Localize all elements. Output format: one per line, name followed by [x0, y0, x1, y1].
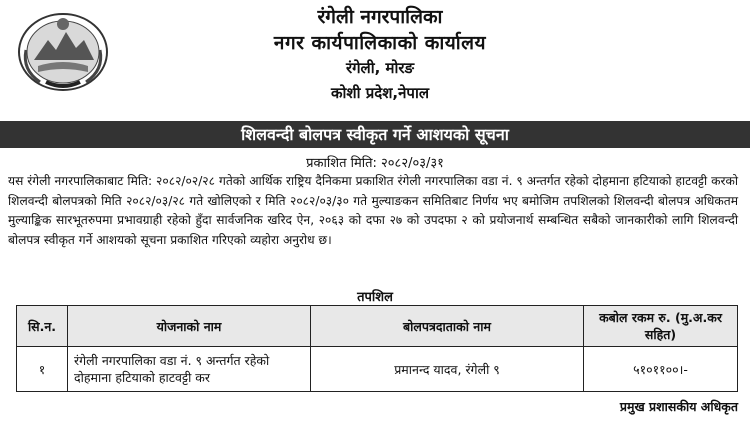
notice-body: यस रंगेली नगरपालिकाबाट मिति: २०८२/०२/२८ गतेको आर्थिक राष्ट्रिय दैनिकमा प्रकाशित रंगेली नगरपालिका वडा नं. ९ अन्तर्गत रहेको दोहमाना हटियाको हाटवट्टी करको शिलवन्दी बोलपत्रको मिति २०८२/०३/२८ गते खोलिएको र मिति २०८२/०३/३० गते मुल्याङकन समितिबाट निर्णय भए बमोजिम तपशिलको शिलवन्दी बोलपत्र अधिकतम मुल्याङ्किक सारभूतरुपमा प्रभावग्राही रहेको हुँदा सार्वजनिक खरिद ऐन, २०६३ को दफा २७ को उपदफा २ को प्रयोजनार्थ सम्बन्धित सबैको जानकारीको लागि शिलवन्दी बोलपत्र स्वीकृत गर्ने आशयको सूचना प्रकाशित गरिएको व्यहोरा अनुरोध छ।	[8, 174, 738, 247]
column-header-sn: सि.न.	[17, 306, 68, 347]
table-row	[17, 347, 738, 392]
column-header-bidder: बोलपत्रदाताको नाम	[311, 306, 584, 347]
notice-header	[0, 0, 750, 120]
table-header-row	[17, 306, 738, 347]
nepal-government-emblem-icon	[16, 10, 110, 92]
cell-sn: १	[17, 347, 68, 392]
column-header-amount: कबोल रकम रु. (मु.अ.कर सहित)	[584, 306, 738, 347]
signatory-title: प्रमुख प्रशासकीय अधिकृत	[619, 399, 738, 414]
schedule-table	[16, 305, 738, 392]
published-date: प्रकाशित मिति: २०८२/०३/३१	[306, 156, 444, 171]
notice-title: शिलवन्दी बोलपत्र स्वीकृत गर्ने आशयको सूचना	[0, 121, 750, 148]
province-name: कोशी प्रदेश,नेपाल	[330, 84, 429, 102]
office-name: नगर कार्यपालिकाको कार्यालय	[273, 32, 487, 54]
cell-project: रंगेली नगरपालिका वडा नं. ९ अन्तर्गत रहेको दोहमाना हटियाको हाटवट्टी कर	[68, 347, 311, 392]
cell-bidder: प्रमानन्द यादव, रंगेली ९	[311, 347, 584, 392]
cell-amount: ५१०११००।-	[584, 347, 738, 392]
column-header-project: योजनाको नाम	[68, 306, 311, 347]
municipality-name: रंगेली नगरपालिका	[317, 6, 443, 28]
schedule-title: तपशिल	[357, 290, 393, 305]
office-location: रंगेली, मोरङ	[345, 59, 415, 77]
